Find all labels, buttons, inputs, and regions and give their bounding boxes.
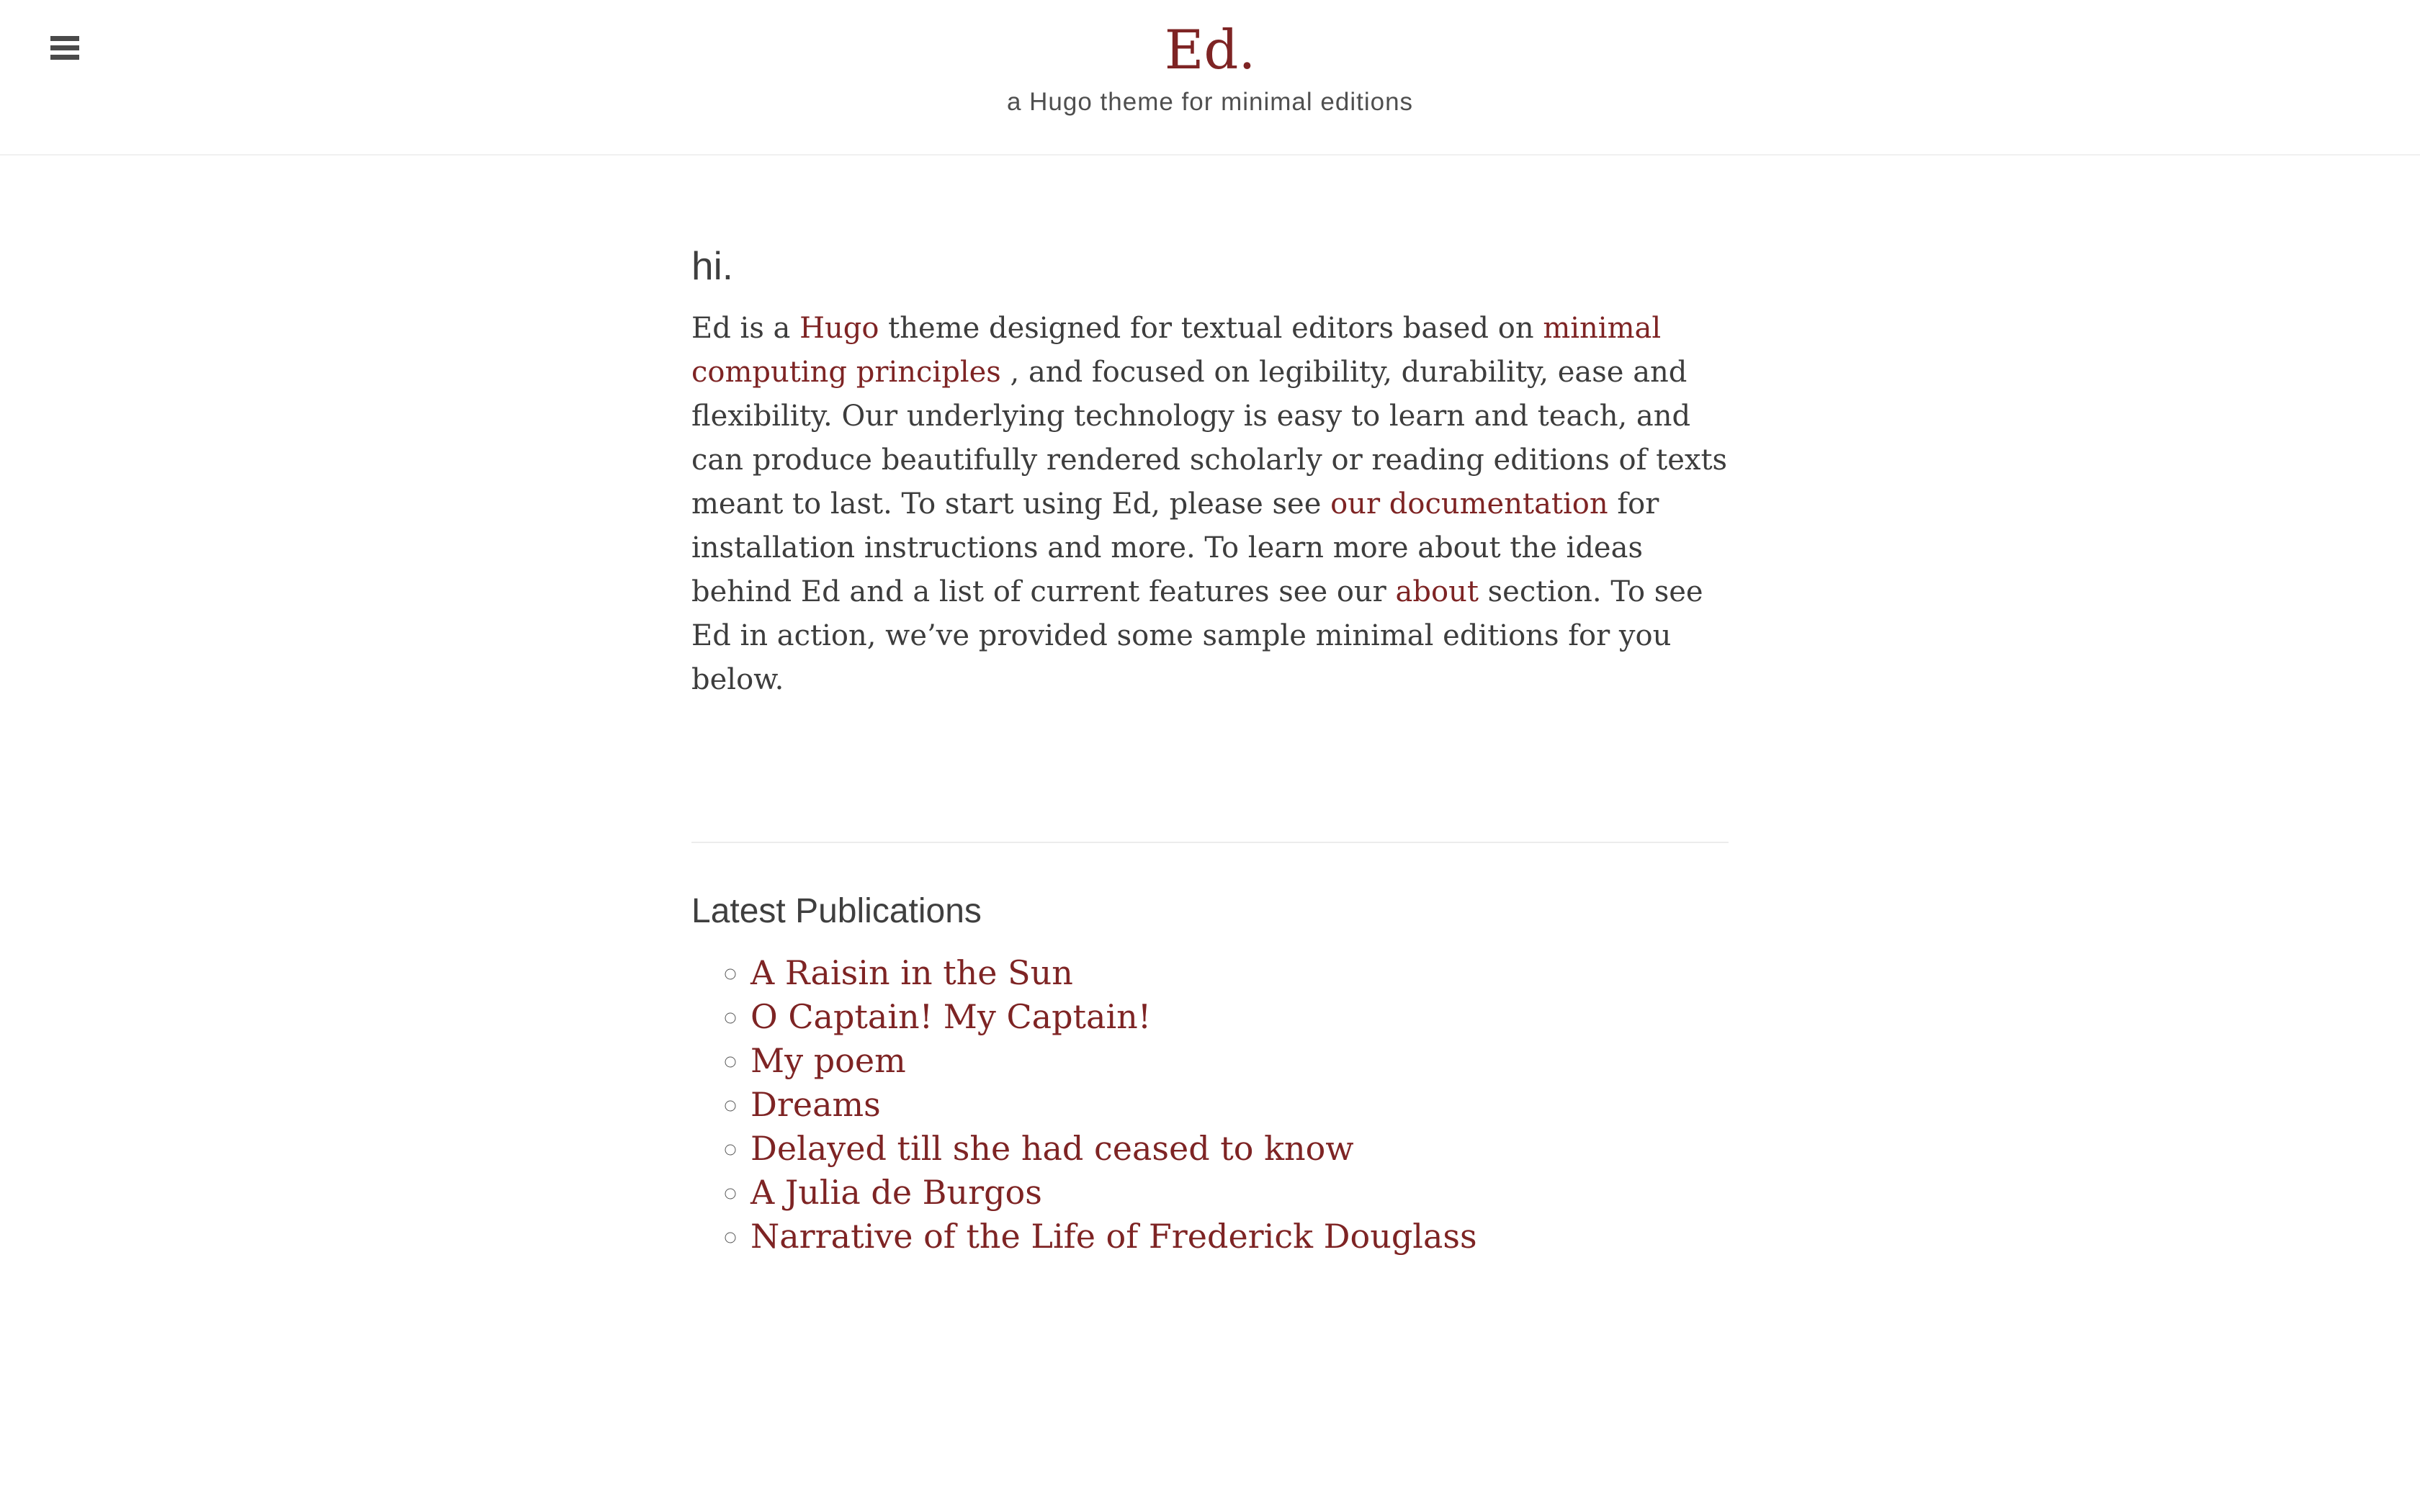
publication-link[interactable]: A Raisin in the Sun [750,953,1073,992]
page-heading: hi. [691,243,734,288]
site-subtitle: a Hugo theme for minimal editions [1006,88,1414,116]
intro-text: theme designed for textual editors based on [879,312,1543,345]
publication-link[interactable]: Delayed till she had ceased to know [750,1128,1354,1168]
publication-link[interactable]: My poem [750,1040,906,1080]
hamburger-icon [50,45,79,50]
publication-list-item [750,995,1729,1039]
about-link[interactable]: about [1395,575,1479,608]
intro-paragraph [691,307,1729,702]
site-header [0,0,2420,156]
site-title[interactable]: Ed. [1164,18,1256,81]
section-divider [691,842,1729,843]
publication-list-item [750,1171,1729,1215]
latest-publications-heading: Latest Publications [691,892,982,930]
publication-list-item [750,1083,1729,1127]
main-content [691,156,1729,1259]
publications-list [691,951,1729,1259]
intro-text: for installation instructions and more. To learn more about the ideas behind Ed and a list of current features see our [691,487,1659,608]
publication-link[interactable]: A Julia de Burgos [750,1172,1042,1212]
minimal-computing-principles-link[interactable]: minimal computing principles [691,312,1662,389]
hamburger-icon [50,36,79,41]
intro-text: section. To see Ed in action, we’ve provided some sample minimal editions for you below. [691,575,1703,696]
hamburger-icon [50,55,79,60]
publication-link[interactable]: Narrative of the Life of Frederick Douglass [750,1216,1477,1256]
publication-list-item [750,1127,1729,1171]
intro-text: , and focused on legibility, durability, ease and flexibility. Our underlying technology is easy to learn and teach, and can produce beautifully rendered scholarly or reading editions of texts meant to last. To start using Ed, please see [691,356,1728,521]
publication-link[interactable]: O Captain! My Captain! [750,996,1152,1036]
hamburger-menu-button[interactable] [50,36,79,60]
publication-list-item [750,1215,1729,1259]
publication-link[interactable]: Dreams [750,1084,881,1124]
our-documentation-link[interactable]: our documentation [1330,487,1608,521]
publication-list-item [750,1039,1729,1083]
hugo-link[interactable]: Hugo [799,312,879,345]
publication-list-item [750,951,1729,995]
intro-text: Ed is a [691,312,800,345]
